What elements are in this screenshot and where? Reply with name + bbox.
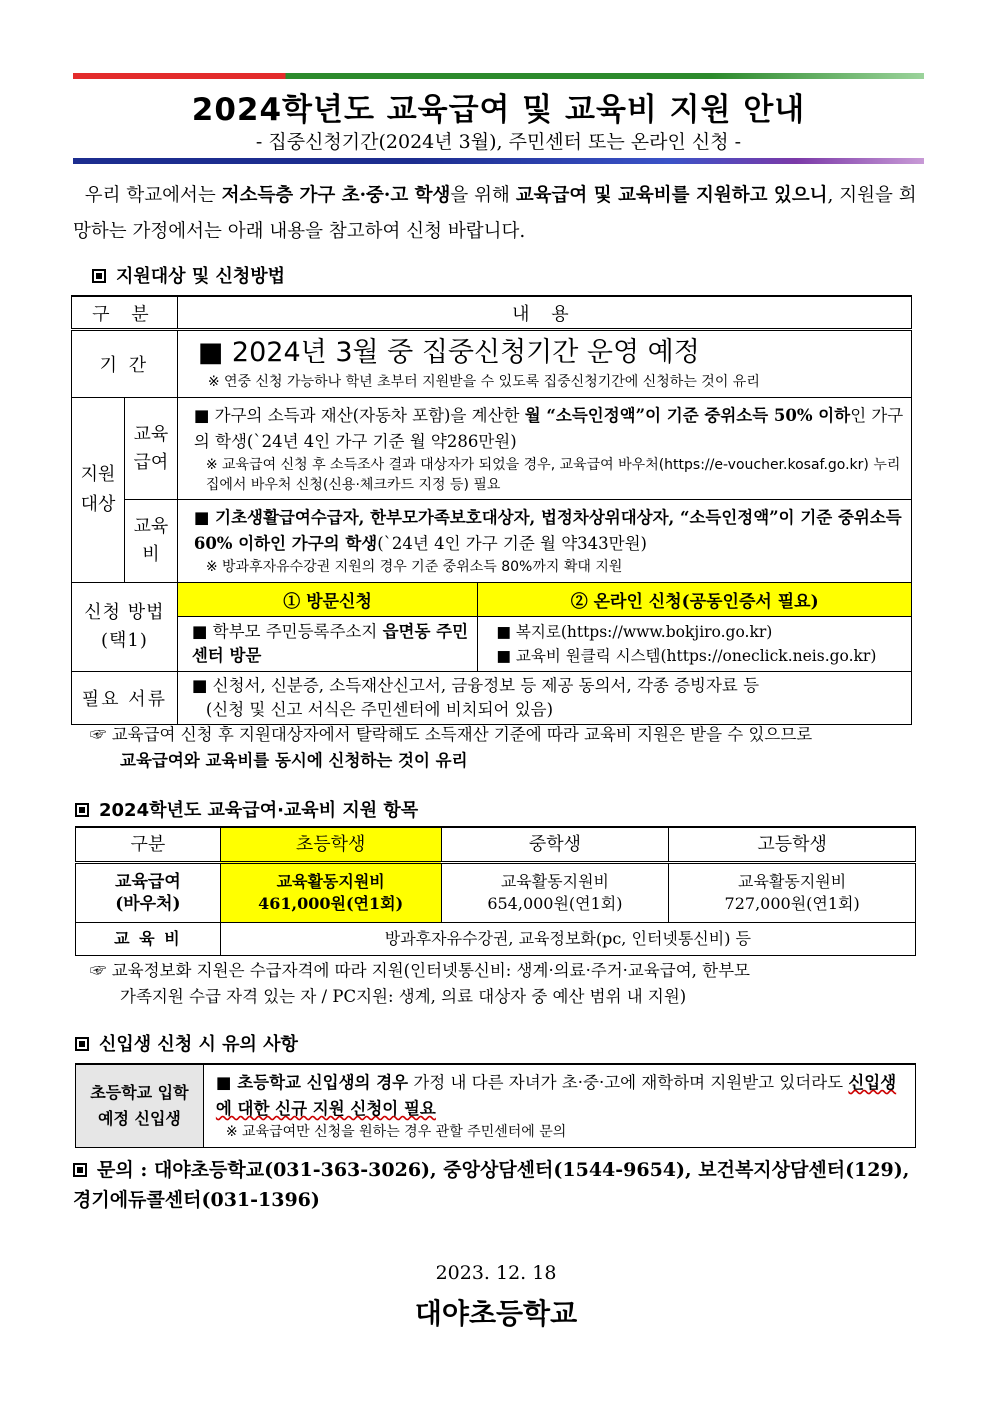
edu-benefit-label: 교육급여 (124, 398, 177, 500)
freshman-row (76, 1064, 916, 1148)
section2-heading (75, 796, 418, 822)
row-edu-benefit (72, 398, 912, 500)
method-label-1: 신청 방법 (84, 602, 165, 623)
tip-2-line-1: ☞ 교육정보화 지원은 수급자격에 따라 지원(인터넷통신비: 생계·의료·주거·교육급여, 한부모 (90, 961, 750, 980)
online-apply-content (478, 617, 912, 672)
visit-apply-content (177, 617, 477, 672)
tip-2 (90, 958, 924, 1010)
doc-title: 2024학년도 교육급여 및 교육비 지원 안내 (191, 92, 806, 128)
visit-apply-head: ① 방문신청 (177, 583, 477, 617)
target-label: 지원대상 (72, 398, 125, 583)
period-note: ※ 연중 신청 가능하나 학년 초부터 지원받을 수 있도록 집중신청기간에 신청하는 것이 유리 (207, 374, 760, 390)
edu-benefit-text-2: 인 가구의 학생(`24년 4인 가구 기준 월 약286만원) (193, 405, 904, 451)
period-label: 기 간 (72, 330, 178, 398)
intro-text-1: 우리 학교에서는 (84, 185, 222, 206)
docs-line-1: ■ 신청서, 신분증, 소득재산신고서, 금융정보 등 제공 동의서, 각종 증빙자료 등 (191, 676, 760, 695)
edu-benefit-bold: 월 “소득인정액”이 기준 중위소득 50% 이하 (524, 405, 851, 425)
items-row-cost (76, 923, 916, 956)
row-method-body (72, 617, 912, 672)
intro-text-3: , 지원을 희망하는 가정에서는 아래 내용을 참고하여 신청 바랍니다. (73, 185, 917, 242)
middle-value: 654,000원(연1회) (487, 894, 623, 913)
benefit-label (76, 863, 221, 923)
doc-subtitle: - 집중신청기간(2024년 3월), 주민센터 또는 온라인 신청 - (255, 131, 742, 153)
square-bullet-icon (73, 1163, 87, 1177)
bottom-color-bar (73, 158, 924, 164)
tip-2-line-2: 가족지원 수급 자격 있는 자 / PC지원: 생계, 의료 대상자 중 예산 범위 내 지원) (120, 987, 687, 1006)
online-apply-head: ② 온라인 신청(공동인증서 필요) (478, 583, 912, 617)
benefit-label-2: (바우처) (115, 894, 181, 914)
edu-benefit-text-1: ■ 가구의 소득과 재산(자동차 포함)을 계산한 (193, 405, 525, 425)
method-label (72, 583, 178, 672)
visit-apply-bold: 읍면동 주민센터 방문 (191, 622, 469, 665)
row-period (72, 330, 912, 398)
header-category: 구 분 (72, 296, 178, 330)
high-item: 교육활동지원비 (738, 872, 847, 891)
visit-apply-text: ■ 학부모 주민등록주소지 (191, 622, 383, 641)
section1-title: 지원대상 및 신청방법 (116, 266, 286, 287)
docs-line-2: (신청 및 신고 서식은 주민센터에 비치되어 있음) (205, 700, 554, 719)
contact-info (73, 1155, 924, 1215)
freshman-content (203, 1064, 915, 1148)
row-edu-cost (72, 500, 912, 583)
square-bullet-icon (75, 803, 89, 817)
tip-1-line-1: ☞ 교육급여 신청 후 지원대상자에서 탈락해도 소득재산 기준에 따라 교육비 지원은 받을 수 있으므로 (90, 725, 813, 744)
items-row-benefit (76, 863, 916, 923)
elementary-amount (220, 863, 441, 923)
items-header-row (76, 827, 916, 863)
high-value: 727,000원(연1회) (724, 894, 860, 913)
tip-1 (90, 722, 924, 774)
method-label-2: (택1) (100, 630, 148, 651)
items-header-elementary: 초등학생 (220, 827, 441, 863)
top-color-bar (73, 73, 924, 79)
freshman-label: 초등학교 입학 예정 신입생 (76, 1064, 204, 1148)
period-content (177, 330, 911, 398)
freshman-text-1: 가정 내 다른 자녀가 초·중·고에 재학하며 지원받고 있더라도 (408, 1073, 849, 1092)
header-content: 내 용 (177, 296, 911, 330)
edu-cost-text-2: (`24년 4인 가구 기준 월 약343만원) (377, 534, 647, 553)
edu-benefit-content (177, 398, 911, 500)
intro-paragraph (73, 178, 924, 250)
items-header-middle: 중학생 (441, 827, 669, 863)
contact-text: 문의 : 대야초등학교(031-363-3026), 중앙상담센터(1544-9654), 보건복지상담센터(129), 경기에듀콜센터(031-1396) (73, 1159, 910, 1211)
cost-label: 교 육 비 (76, 923, 221, 956)
period-main: ■ 2024년 3월 중 집중신청기간 운영 예정 (197, 337, 700, 368)
edu-benefit-text (194, 403, 905, 455)
section3-heading (75, 1030, 298, 1056)
items-header-category: 구분 (76, 827, 221, 863)
high-amount (669, 863, 916, 923)
freshman-table (75, 1063, 916, 1148)
edu-cost-bold: ■ 기초생활급여수급자, 한부모가족보호대상자, 법정차상위대상자, “소득인정액”이 기준 중위소득 60% 이하인 가구의 학생 (193, 508, 902, 553)
doc-date: 2023. 12. 18 (435, 1262, 557, 1284)
elementary-value: 461,000원(연1회) (258, 894, 404, 913)
docs-label: 필요 서류 (72, 672, 178, 725)
tip-1-line-2: 교육급여와 교육비를 동시에 신청하는 것이 유리 (120, 751, 468, 770)
freshman-note: ※ 교육급여만 신청을 원하는 경우 관할 주민센터에 문의 (225, 1124, 567, 1140)
bokjiro-link[interactable]: ■ 복지로(https://www.bokjiro.go.kr) (496, 623, 773, 641)
elementary-item: 교육활동지원비 (276, 872, 385, 891)
intro-bold-1: 저소득층 가구 초·중·고 학생 (221, 185, 451, 206)
support-table (71, 295, 912, 725)
middle-item: 교육활동지원비 (500, 872, 610, 891)
freshman-bold-1: ■ 초등학교 신입생의 경우 (215, 1073, 409, 1092)
benefit-label-1: 교육급여 (115, 872, 181, 892)
cost-value: 방과후자유수강권, 교육정보화(pc, 인터넷통신비) 등 (220, 923, 915, 956)
edu-benefit-note: ※ 교육급여 신청 후 소득조사 결과 대상자가 되었을 경우, 교육급여 바우처(https://e-voucher.kosaf.go.kr) 누리집에서 바우처 신청(신용·체크카드 지정 등) 필요 (205, 456, 901, 493)
middle-amount (441, 863, 669, 923)
freshman-bold-2: 신입생에 대한 신규 지원 신청이 필요 (215, 1073, 897, 1118)
oneclick-link[interactable]: ■ 교육비 원클릭 시스템(https://oneclick.neis.go.kr) (496, 647, 877, 665)
edu-cost-label: 교육비 (124, 500, 177, 583)
edu-cost-content (177, 500, 911, 583)
edu-cost-text (194, 505, 905, 557)
intro-text-2: 을 위해 (450, 185, 516, 206)
items-table (75, 826, 916, 956)
docs-content (177, 672, 911, 725)
intro-bold-2: 교육급여 및 교육비를 지원하고 있으니 (515, 185, 828, 206)
square-bullet-icon (75, 1037, 89, 1051)
square-bullet-icon (92, 269, 106, 283)
section1-heading (92, 262, 285, 288)
school-name: 대야초등학교 (414, 1297, 578, 1330)
edu-cost-note: ※ 방과후자유수강권 지원의 경우 기준 중위소득 80%까지 확대 지원 (205, 559, 623, 575)
row-docs (72, 672, 912, 725)
section3-title: 신입생 신청 시 유의 사항 (99, 1034, 298, 1055)
freshman-text (216, 1070, 909, 1122)
table-header-row (72, 296, 912, 330)
row-method-head (72, 583, 912, 617)
section2-title: 2024학년도 교육급여·교육비 지원 항목 (99, 800, 419, 821)
items-header-high: 고등학생 (669, 827, 916, 863)
